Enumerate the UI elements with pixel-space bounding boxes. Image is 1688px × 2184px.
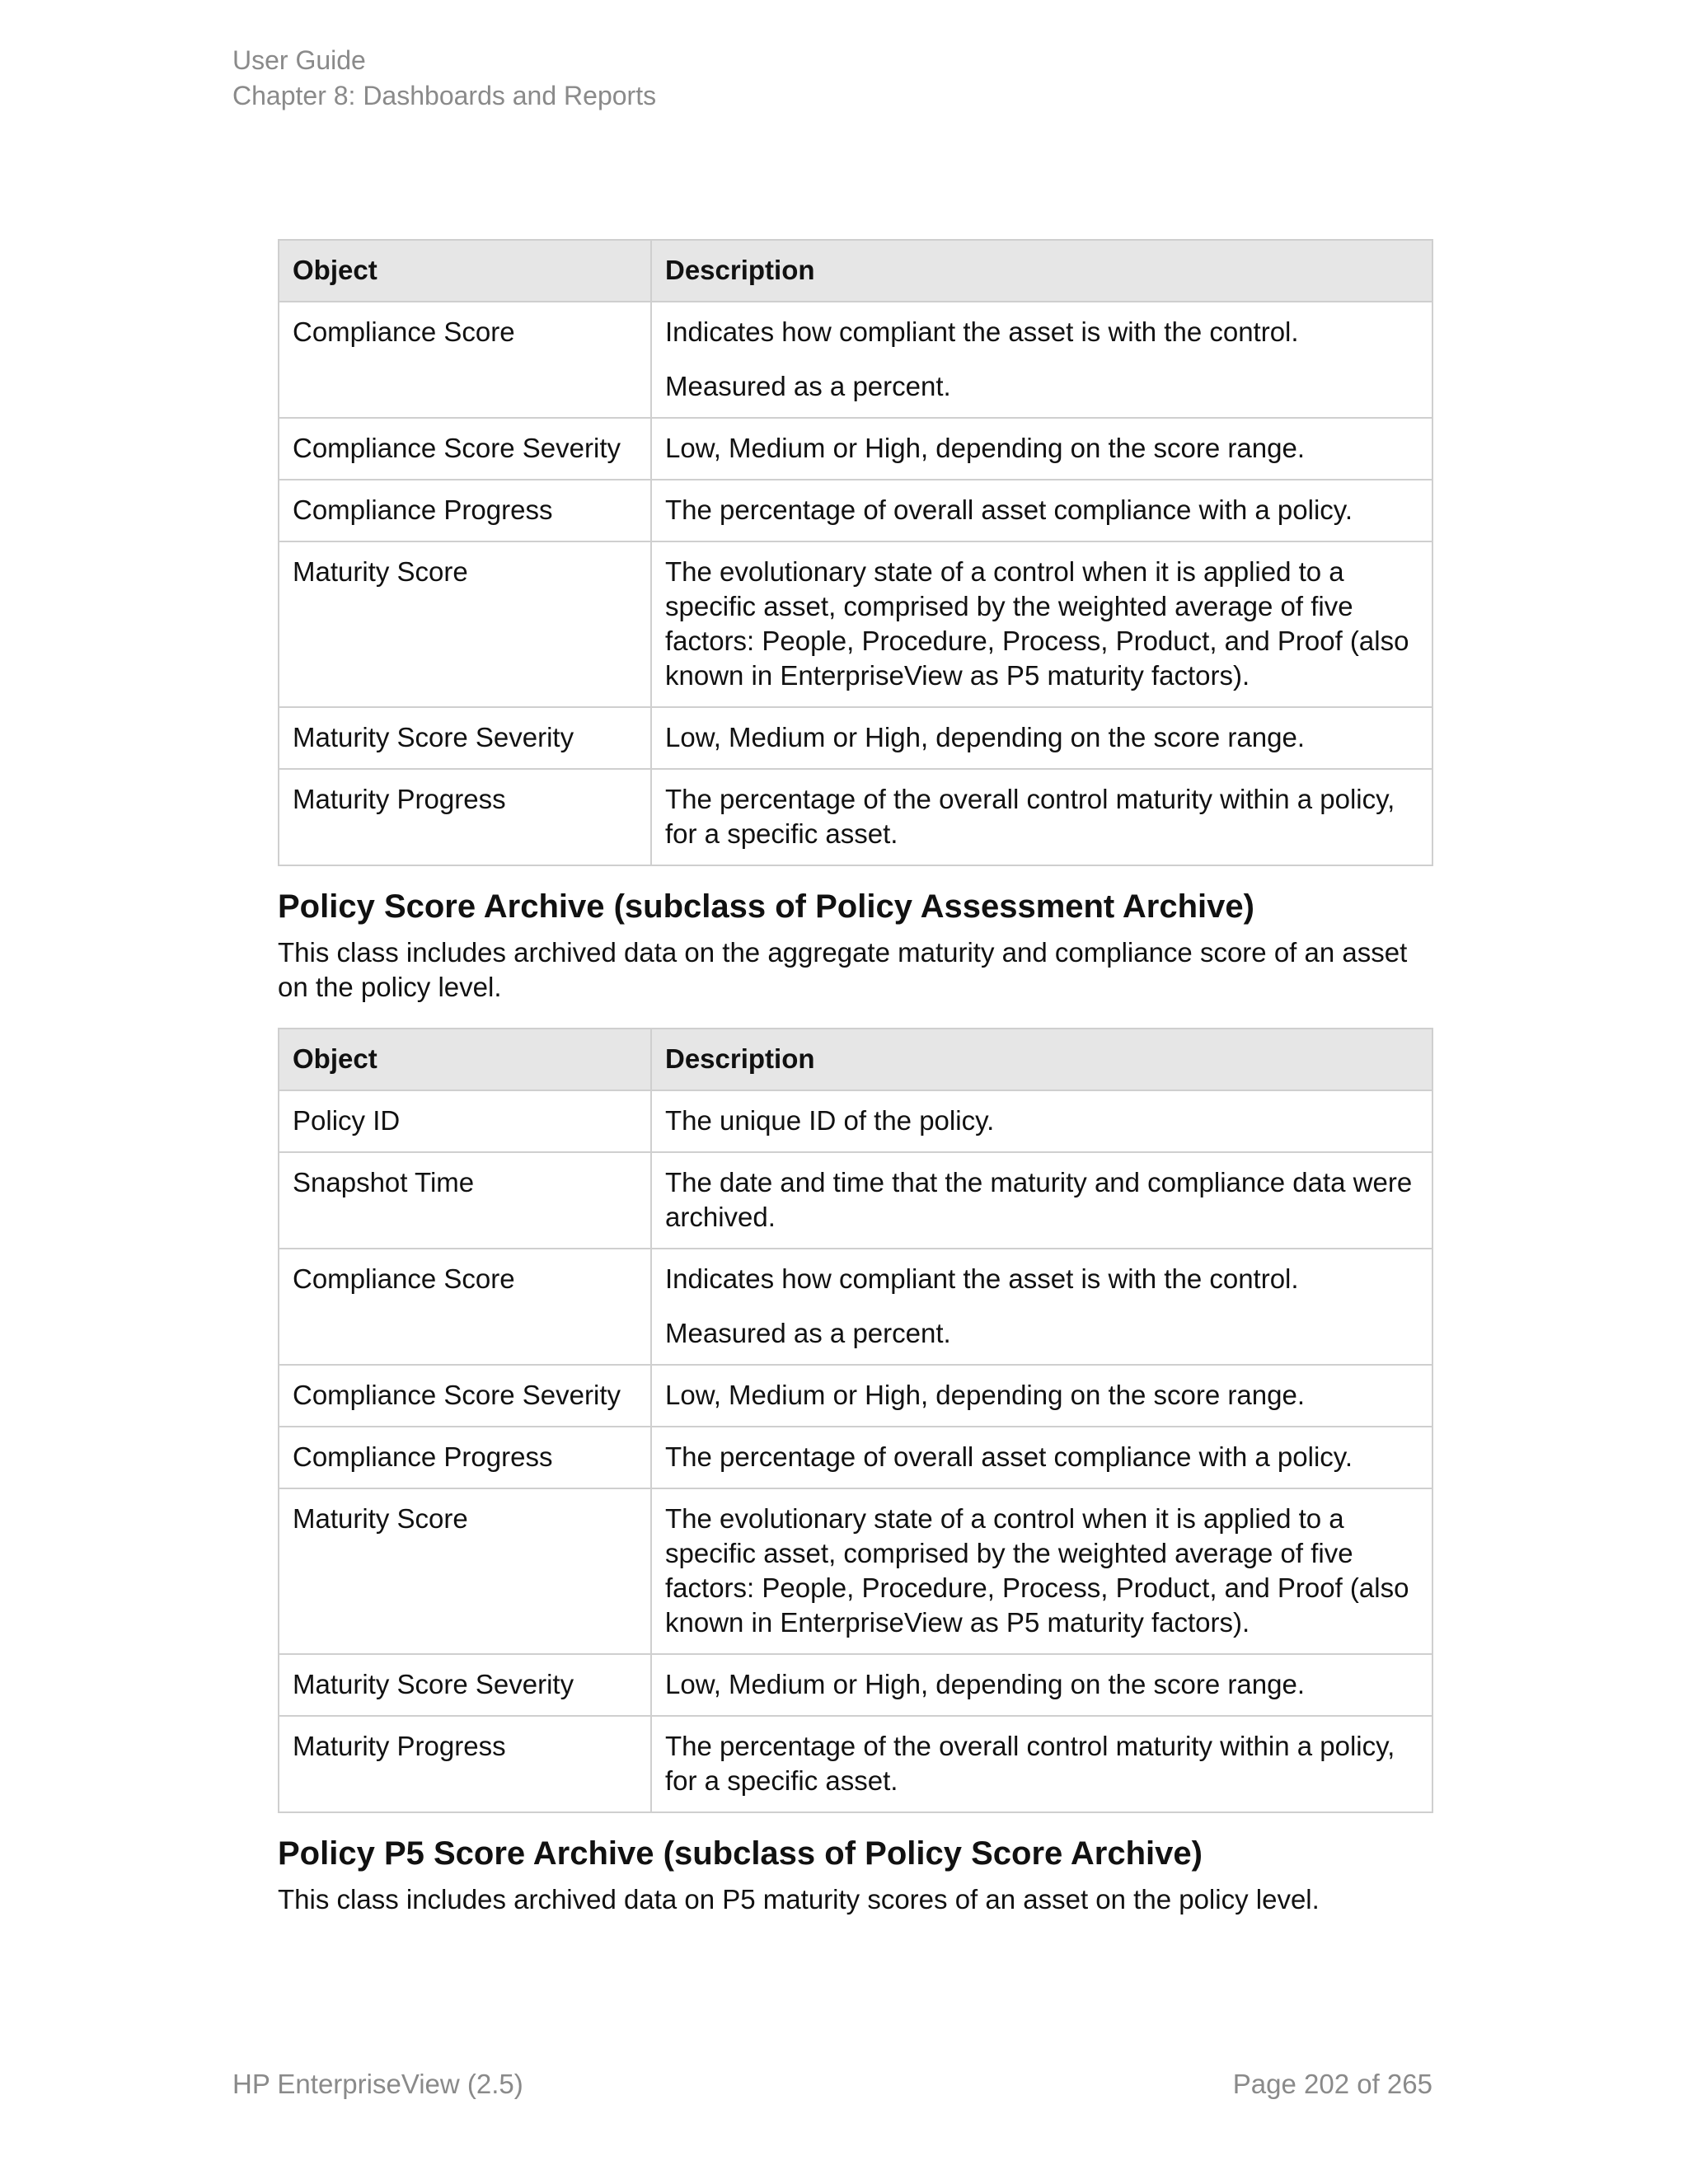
description-cell: Low, Medium or High, depending on the score range. — [651, 1365, 1432, 1427]
table-row — [279, 1365, 1432, 1427]
description-cell — [651, 1249, 1432, 1365]
object-table-1 — [278, 239, 1433, 866]
description-cell: The percentage of overall asset compliance with a policy. — [651, 480, 1432, 541]
table-row — [279, 1716, 1432, 1812]
page-content — [278, 239, 1432, 1940]
object-cell: Maturity Progress — [279, 1716, 651, 1812]
table-row — [279, 1427, 1432, 1488]
object-cell: Policy ID — [279, 1090, 651, 1152]
object-cell: Snapshot Time — [279, 1152, 651, 1249]
table-row — [279, 1488, 1432, 1654]
description-cell: The evolutionary state of a control when it is applied to a specific asset, comprised by the weighted average of five factors: People, Procedure, Process, Product, and Proof (also known in EnterpriseView as P5 maturity factors). — [651, 541, 1432, 707]
table-row — [279, 769, 1432, 865]
footer-product: HP EnterpriseView (2.5) — [232, 2069, 523, 2099]
object-cell: Compliance Score Severity — [279, 1365, 651, 1427]
description-text: Indicates how compliant the asset is with the control. — [665, 316, 1299, 347]
table-row — [279, 707, 1432, 769]
description-cell — [651, 302, 1432, 418]
object-cell: Compliance Score Severity — [279, 418, 651, 480]
section-intro-policy-p5-score-archive: This class includes archived data on P5 maturity scores of an asset on the policy level. — [278, 1884, 1320, 1915]
table-row — [279, 302, 1432, 418]
description-cell: The percentage of the overall control maturity within a policy, for a specific asset. — [651, 769, 1432, 865]
description-note: Measured as a percent. — [665, 371, 951, 401]
column-header-object: Object — [279, 1029, 651, 1090]
object-cell: Compliance Progress — [279, 1427, 651, 1488]
column-header-description: Description — [651, 240, 1432, 302]
object-cell: Maturity Progress — [279, 769, 651, 865]
table-row — [279, 1152, 1432, 1249]
object-cell: Compliance Score — [279, 302, 651, 418]
object-cell: Compliance Score — [279, 1249, 651, 1365]
table-header-row — [279, 240, 1432, 302]
description-cell: Low, Medium or High, depending on the score range. — [651, 707, 1432, 769]
description-cell: Low, Medium or High, depending on the score range. — [651, 1654, 1432, 1716]
section-heading-policy-score-archive: Policy Score Archive (subclass of Policy Assessment Archive) — [278, 888, 1254, 925]
description-cell: The percentage of the overall control maturity within a policy, for a specific asset. — [651, 1716, 1432, 1812]
column-header-object: Object — [279, 240, 651, 302]
chapter-title: Chapter 8: Dashboards and Reports — [232, 81, 657, 110]
description-cell: The evolutionary state of a control when it is applied to a specific asset, comprised by the weighted average of five factors: People, Procedure, Process, Product, and Proof (also known in EnterpriseView as P5 maturity factors). — [651, 1488, 1432, 1654]
table-header-row — [279, 1029, 1432, 1090]
table-row — [279, 418, 1432, 480]
object-cell: Maturity Score — [279, 1488, 651, 1654]
object-cell: Maturity Score Severity — [279, 707, 651, 769]
table-row — [279, 480, 1432, 541]
description-cell: The unique ID of the policy. — [651, 1090, 1432, 1152]
description-text: Indicates how compliant the asset is with the control. — [665, 1263, 1299, 1294]
object-cell: Compliance Progress — [279, 480, 651, 541]
description-note: Measured as a percent. — [665, 1318, 951, 1348]
table-row — [279, 1090, 1432, 1152]
running-header — [232, 43, 656, 114]
description-cell: The date and time that the maturity and compliance data were archived. — [651, 1152, 1432, 1249]
table-row — [279, 1654, 1432, 1716]
object-cell: Maturity Score Severity — [279, 1654, 651, 1716]
column-header-description: Description — [651, 1029, 1432, 1090]
section-intro-policy-score-archive: This class includes archived data on the aggregate maturity and compliance score of an asset on the policy level. — [278, 937, 1408, 1002]
doc-title: User Guide — [232, 45, 366, 75]
description-cell: Low, Medium or High, depending on the score range. — [651, 418, 1432, 480]
table-row — [279, 541, 1432, 707]
footer-page-number: Page 202 of 265 — [1232, 2069, 1432, 2099]
section-heading-policy-p5-score-archive: Policy P5 Score Archive (subclass of Policy Score Archive) — [278, 1835, 1203, 1872]
description-cell: The percentage of overall asset compliance with a policy. — [651, 1427, 1432, 1488]
object-table-2 — [278, 1028, 1433, 1813]
object-cell: Maturity Score — [279, 541, 651, 707]
table-row — [279, 1249, 1432, 1365]
